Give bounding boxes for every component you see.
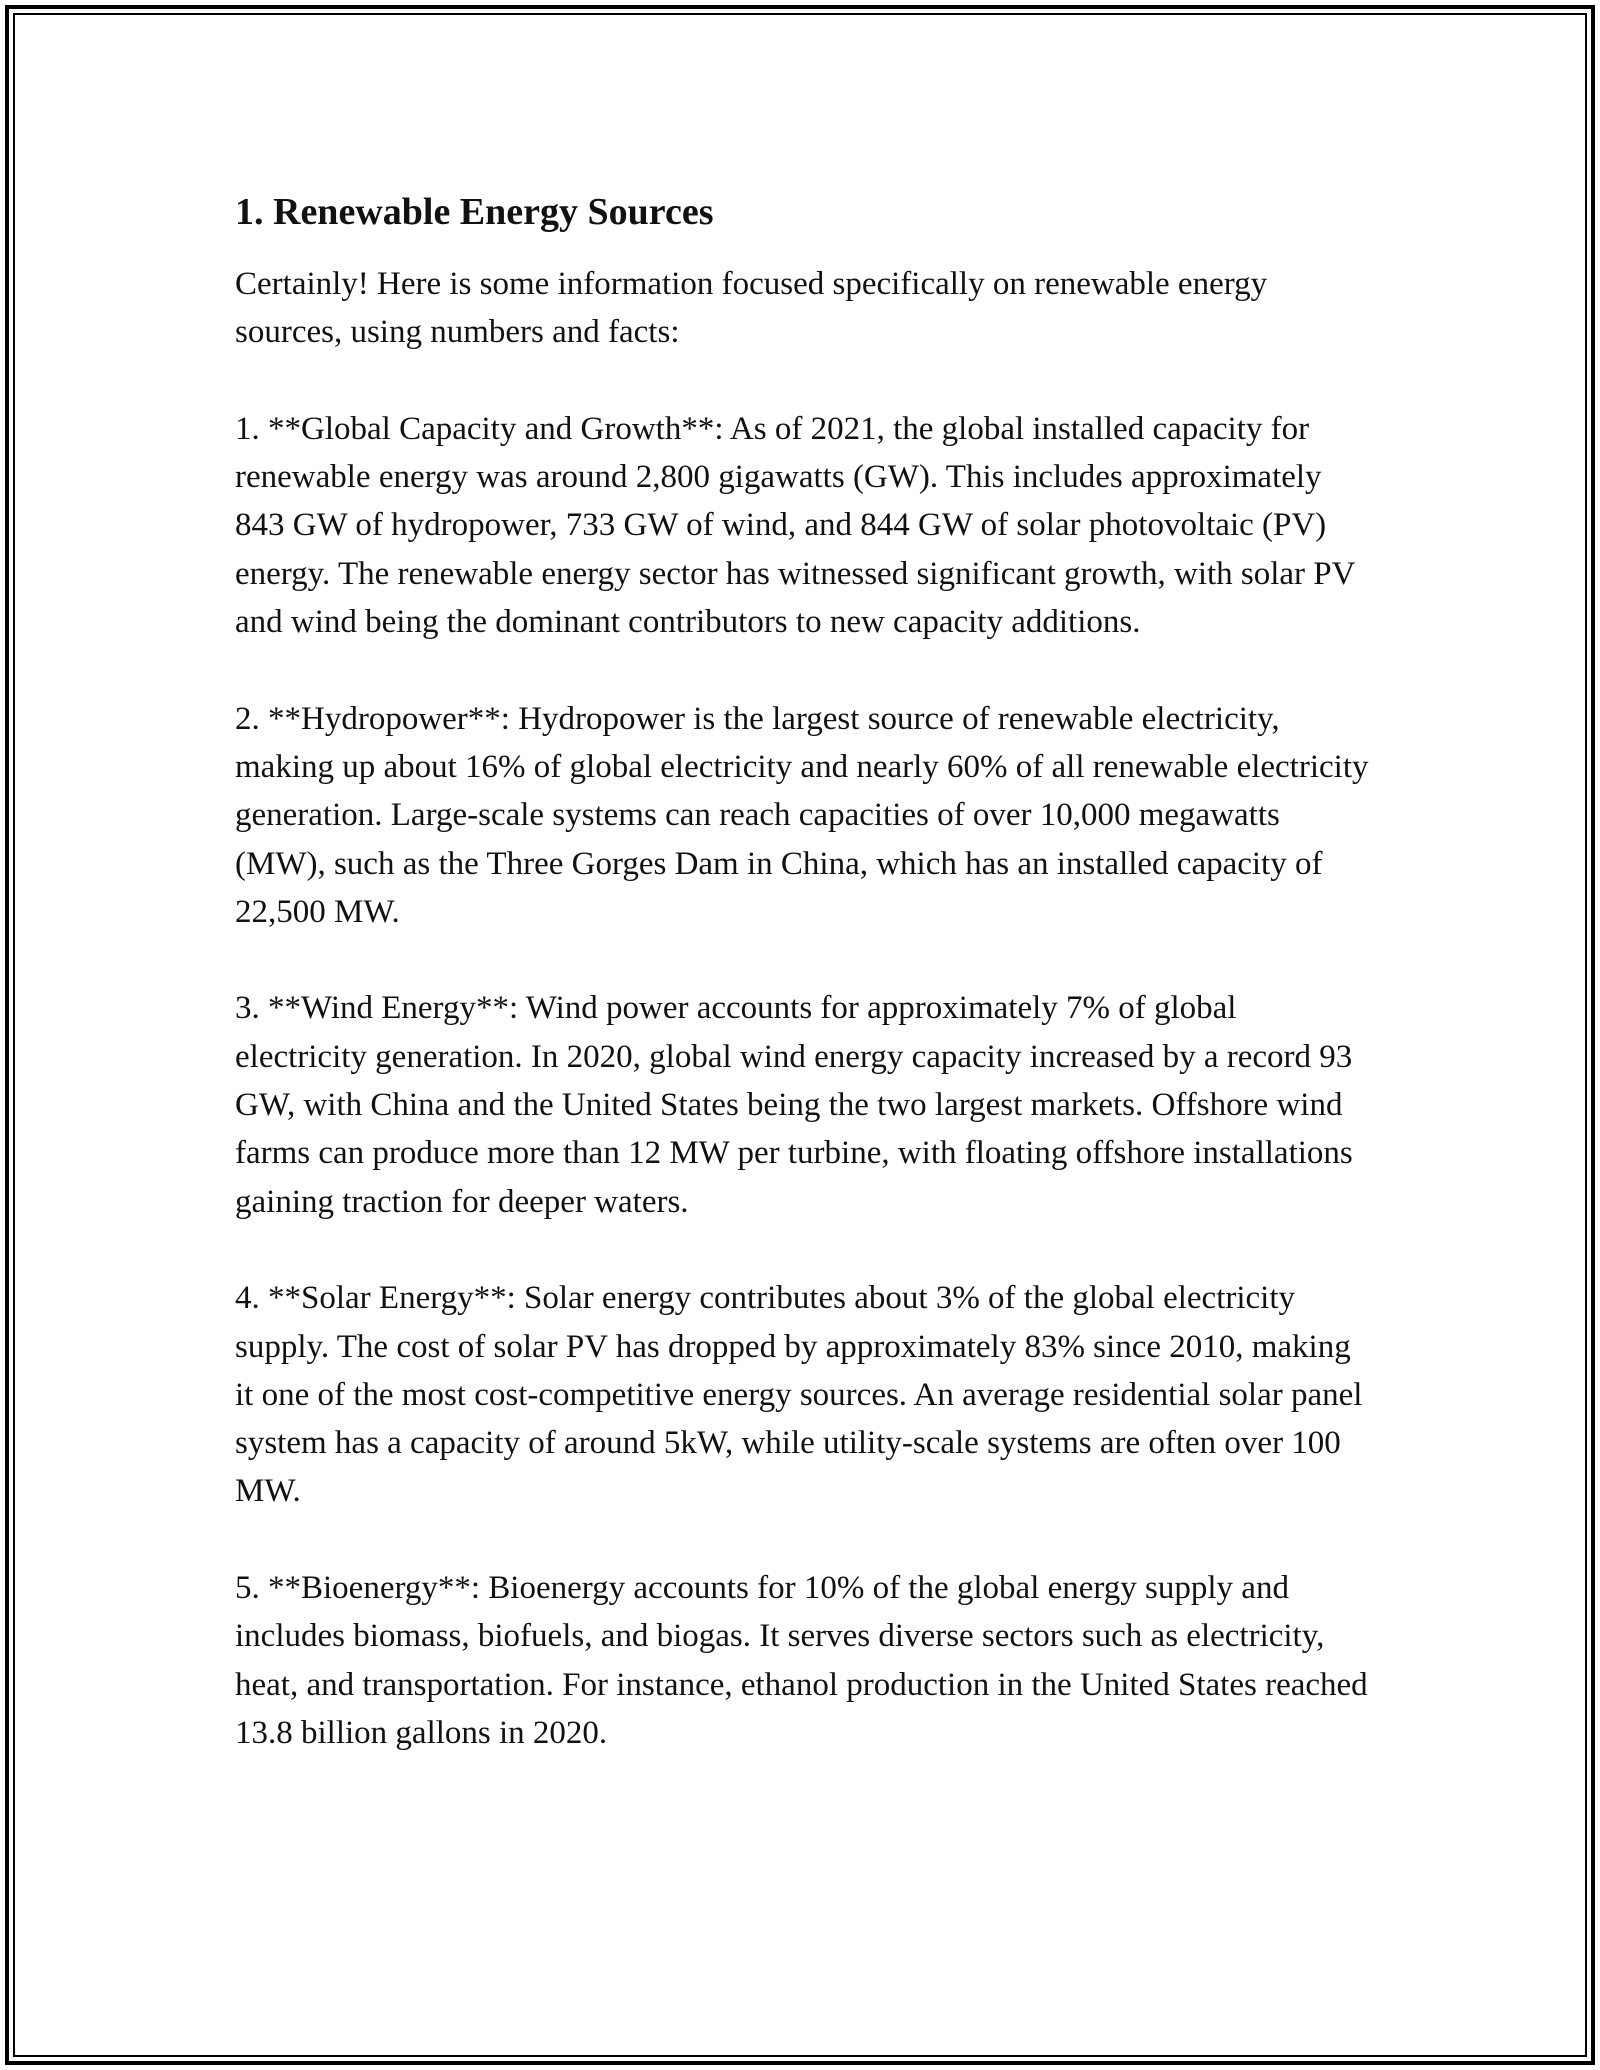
intro-paragraph: Certainly! Here is some information focused specifically on renewable energy sources, using numbers and facts: [235,266,1268,351]
item-bioenergy: 5. **Bioenergy**: Bioenergy accounts for 10% of the global energy supply and includes biomass, biofuels, and biogas. It serves diverse sectors such as electricity, heat, and transportation. For instance, ethanol production in the United States reached 13.8 billion gallons in 2020. [235,1570,1368,1751]
document-title: 1. Renewable Energy Sources [235,191,714,233]
item-solar-energy: 4. **Solar Energy**: Solar energy contributes about 3% of the global electricity supply. The cost of solar PV has dropped by approximately 83% since 2010, making it one of the most cost-competitive energy sources. An average residential solar panel system has a capacity of around 5kW, while utility-scale systems are often over 100 MW. [235,1280,1363,1510]
item-hydropower: 2. **Hydropower**: Hydropower is the largest source of renewable electricity, making up about 16% of global electricity and nearly 60% of all renewable electricity generation. Large-scale systems can reach capacities of over 10,000 megawatts (MW), such as the Three Gorges Dam in China, which has an installed capacity of 22,500 MW. [235,700,1369,930]
item-wind-energy: 3. **Wind Energy**: Wind power accounts for approximately 7% of global electricity generation. In 2020, global wind energy capacity increased by a record 93 GW, with China and the United States being the two largest markets. Offshore wind farms can produce more than 12 MW per turbine, with floating offshore installations gaining traction for deeper waters. [235,990,1353,1220]
item-global-capacity: 1. **Global Capacity and Growth**: As of 2021, the global installed capacity for renewable energy was around 2,800 gigawatts (GW). This includes approximately 843 GW of hydropower, 733 GW of wind, and 844 GW of solar photovoltaic (PV) energy. The renewable energy sector has witnessed significant growth, with solar PV and wind being the dominant contributors to new capacity additions. [235,410,1355,641]
document-body [235,188,1375,1806]
